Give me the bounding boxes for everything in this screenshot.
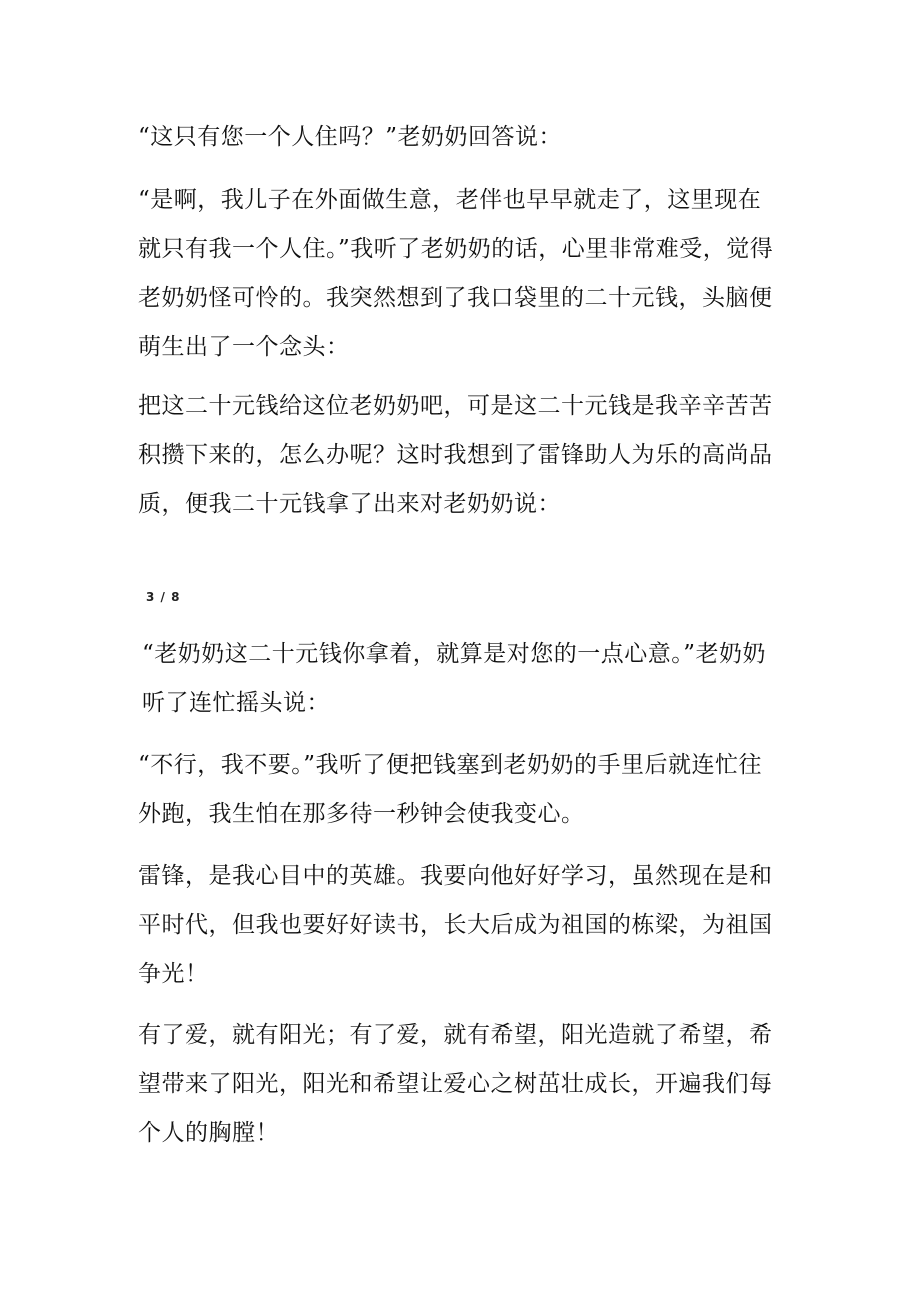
paragraph-offer: “老奶奶这二十元钱你拿着，就算是对您的一点心意。”老奶奶听了连忙摇头说： <box>142 641 767 716</box>
paragraph-decision: 把这二十元钱给这位老奶奶吧，可是这二十元钱是我辛辛苦苦积攒下来的，怎么办呢？这时我想到了雷锋助人为乐的高尚品质，便我二十元钱拿了出来对老奶奶说： <box>138 393 773 517</box>
paragraph-question: “这只有您一个人住吗？”老奶奶回答说： <box>138 124 563 150</box>
page-number: 3 / 8 <box>146 590 181 604</box>
paragraph-conclusion: 有了爱，就有阳光；有了爱，就有希望，阳光造就了希望，希望带来了阳光，阳光和希望让爱心之树茁壮成长，开遍我们每个人的胸膛！ <box>138 1022 773 1146</box>
paragraph-grandma-reply: “是啊，我儿子在外面做生意，老伴也早早就走了，这里现在就只有我一个人住。”我听了老奶奶的话，心里非常难受，觉得老奶奶怪可怜的。我突然想到了我口袋里的二十元钱，头脑便萌生出了一个念头： <box>138 187 774 360</box>
paragraph-refusal: “不行，我不要。”我听了便把钱塞到老奶奶的手里后就连忙往外跑，我生怕在那多待一秒钟会使我变心。 <box>138 752 763 827</box>
paragraph-hero: 雷锋，是我心目中的英雄。我要向他好好学习，虽然现在是和平时代，但我也要好好读书，长大后成为祖国的栋梁，为祖国争光！ <box>138 863 773 987</box>
